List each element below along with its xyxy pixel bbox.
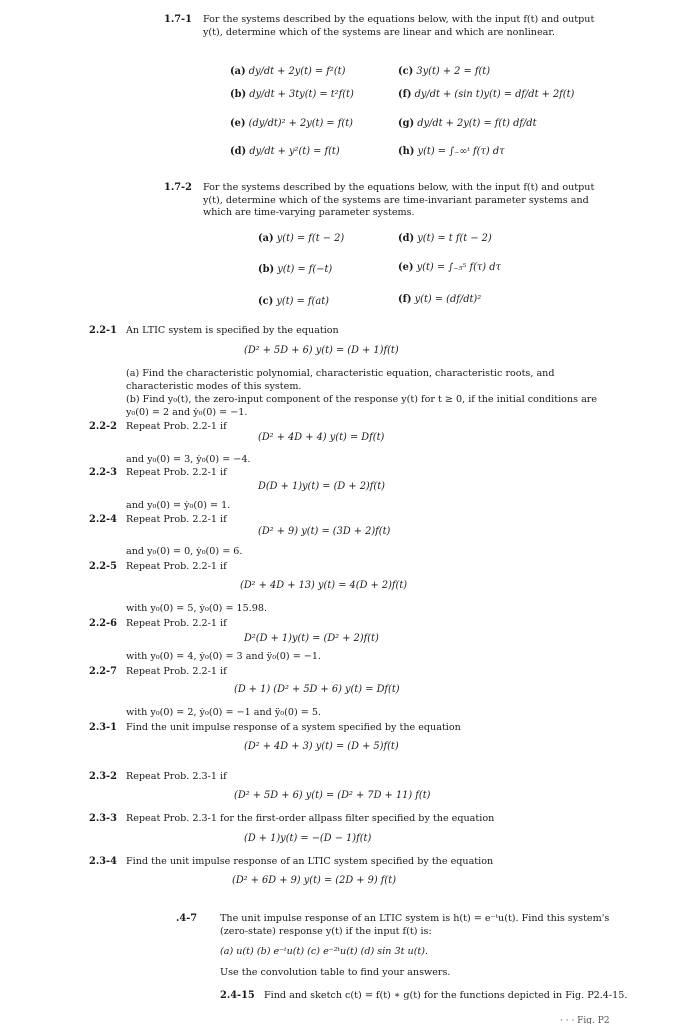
problem-text: For the systems described by the equations below, with the input f(t) and output y(t), determine which of the systems are time-invariant parameter systems and which are time-varying parameter systems. bbox=[203, 182, 595, 219]
problem-text: Repeat Prob. 2.3-1 if bbox=[126, 771, 227, 782]
problem-number: 2.3-1 bbox=[89, 722, 117, 733]
display-equation: (D² + 6D + 9) y(t) = (2D + 9) f(t) bbox=[232, 875, 397, 886]
equation: (h) y(t) = ∫₋∞ᵗ f(τ) dτ bbox=[398, 146, 505, 157]
problem-number: 2.2-2 bbox=[89, 421, 117, 432]
problem-number: 2.3-2 bbox=[89, 771, 117, 782]
display-equation: (D + 1)y(t) = −(D − 1)f(t) bbox=[244, 833, 372, 844]
problem-parts: (a) u(t) (b) e⁻ᵗu(t) (c) e⁻²ᵗu(t) (d) sin 3t u(t). bbox=[220, 946, 429, 957]
equation: (f) dy/dt + (sin t)y(t) = df/dt + 2f(t) bbox=[398, 89, 575, 100]
equation: (c) 3y(t) + 2 = f(t) bbox=[398, 66, 491, 77]
display-equation: D²(D + 1)y(t) = (D² + 2)f(t) bbox=[244, 633, 379, 644]
equation: (d) y(t) = t f(t − 2) bbox=[398, 233, 492, 244]
problem-text: Find the unit impulse response of an LTIC system specified by the equation bbox=[126, 856, 494, 867]
problem-text: Repeat Prob. 2.2-1 if bbox=[126, 666, 227, 677]
problem-part: (a) Find the characteristic polynomial, characteristic equation, characteristic roots, and characteristic modes of this system. bbox=[126, 368, 555, 392]
equation: (a) dy/dt + 2y(t) = f²(t) bbox=[230, 66, 346, 77]
display-equation: (D² + 9) y(t) = (3D + 2)f(t) bbox=[258, 526, 391, 537]
problem-number: 1.7-1 bbox=[164, 14, 192, 25]
problem-text: Find the unit impulse response of a system specified by the equation bbox=[126, 722, 461, 733]
problem-text: For the systems described by the equations below, with the input f(t) and output y(t), determine which of the systems are linear and which are nonlinear. bbox=[203, 14, 595, 38]
display-equation: (D² + 5D + 6) y(t) = (D² + 7D + 11) f(t) bbox=[234, 790, 431, 801]
problem-text: Repeat Prob. 2.2-1 if bbox=[126, 467, 227, 478]
equation: (g) dy/dt + 2y(t) = f(t) df/dt bbox=[398, 118, 537, 129]
problem-number: 2.3-4 bbox=[89, 856, 117, 867]
problem-note: Use the convolution table to find your answers. bbox=[220, 967, 451, 978]
problem-number: .4-7 bbox=[176, 913, 198, 924]
equation: (b) y(t) = f(−t) bbox=[258, 264, 333, 275]
problem-number: 2.2-4 bbox=[89, 514, 117, 525]
display-equation: (D² + 5D + 6) y(t) = (D + 1)f(t) bbox=[244, 345, 399, 356]
equation: (a) y(t) = f(t − 2) bbox=[258, 233, 345, 244]
problem-number: 2.2-5 bbox=[89, 561, 117, 572]
problem-number: 1.7-2 bbox=[164, 182, 192, 193]
display-equation: (D² + 4D + 3) y(t) = (D + 5)f(t) bbox=[244, 741, 399, 752]
problem-number: 2.3-3 bbox=[89, 813, 117, 824]
problem-number: 2.4-15 bbox=[220, 990, 255, 1001]
equation: (e) (dy/dt)² + 2y(t) = f(t) bbox=[230, 118, 353, 129]
equation: (d) dy/dt + y²(t) = f(t) bbox=[230, 146, 340, 157]
problem-text: Repeat Prob. 2.2-1 if bbox=[126, 618, 227, 629]
display-equation: D(D + 1)y(t) = (D + 2)f(t) bbox=[258, 481, 385, 492]
problem-text: The unit impulse response of an LTIC system is h(t) = e⁻ᵗu(t). Find this system's (zero-state) response y(t) if the input f(t) is: bbox=[220, 913, 610, 937]
problem-number: 2.2-7 bbox=[89, 666, 117, 677]
display-equation: (D + 1) (D² + 5D + 6) y(t) = Df(t) bbox=[234, 684, 400, 695]
equation: (f) y(t) = (df/dt)² bbox=[398, 294, 482, 305]
cropped-footer-text: · · · Fig. P2 bbox=[560, 1016, 610, 1024]
problem-text: Repeat Prob. 2.2-1 if bbox=[126, 561, 227, 572]
problem-number: 2.2-3 bbox=[89, 467, 117, 478]
initial-conditions: with y₀(0) = 2, ẏ₀(0) = −1 and ÿ₀(0) = 5. bbox=[126, 707, 321, 718]
problem-text: Repeat Prob. 2.3-1 for the first-order allpass filter specified by the equation bbox=[126, 813, 495, 824]
problem-text: An LTIC system is specified by the equation bbox=[126, 325, 339, 336]
initial-conditions: and y₀(0) = 3, ẏ₀(0) = −4. bbox=[126, 454, 251, 465]
problem-number: 2.2-1 bbox=[89, 325, 117, 336]
equation: (c) y(t) = f(at) bbox=[258, 296, 329, 307]
initial-conditions: and y₀(0) = ẏ₀(0) = 1. bbox=[126, 500, 231, 511]
problem-part: (b) Find y₀(t), the zero-input component of the response y(t) for t ≥ 0, if the initial conditions are y₀(0) = 2 and ẏ₀(0) = −1. bbox=[126, 394, 598, 418]
problem-text: Repeat Prob. 2.2-1 if bbox=[126, 421, 227, 432]
initial-conditions: with y₀(0) = 4, ẏ₀(0) = 3 and ÿ₀(0) = −1. bbox=[126, 651, 321, 662]
equation: (e) y(t) = ∫₋₅⁵ f(τ) dτ bbox=[398, 262, 501, 273]
display-equation: (D² + 4D + 4) y(t) = Df(t) bbox=[258, 432, 385, 443]
initial-conditions: and y₀(0) = 0, ẏ₀(0) = 6. bbox=[126, 546, 243, 557]
problem-text: Find and sketch c(t) = f(t) ∗ g(t) for the functions depicted in Fig. P2.4-15. bbox=[264, 990, 628, 1001]
problem-number: 2.2-6 bbox=[89, 618, 117, 629]
equation: (b) dy/dt + 3ty(t) = t²f(t) bbox=[230, 89, 354, 100]
initial-conditions: with y₀(0) = 5, ẏ₀(0) = 15.98. bbox=[126, 603, 268, 614]
display-equation: (D² + 4D + 13) y(t) = 4(D + 2)f(t) bbox=[240, 580, 408, 591]
problem-text: Repeat Prob. 2.2-1 if bbox=[126, 514, 227, 525]
